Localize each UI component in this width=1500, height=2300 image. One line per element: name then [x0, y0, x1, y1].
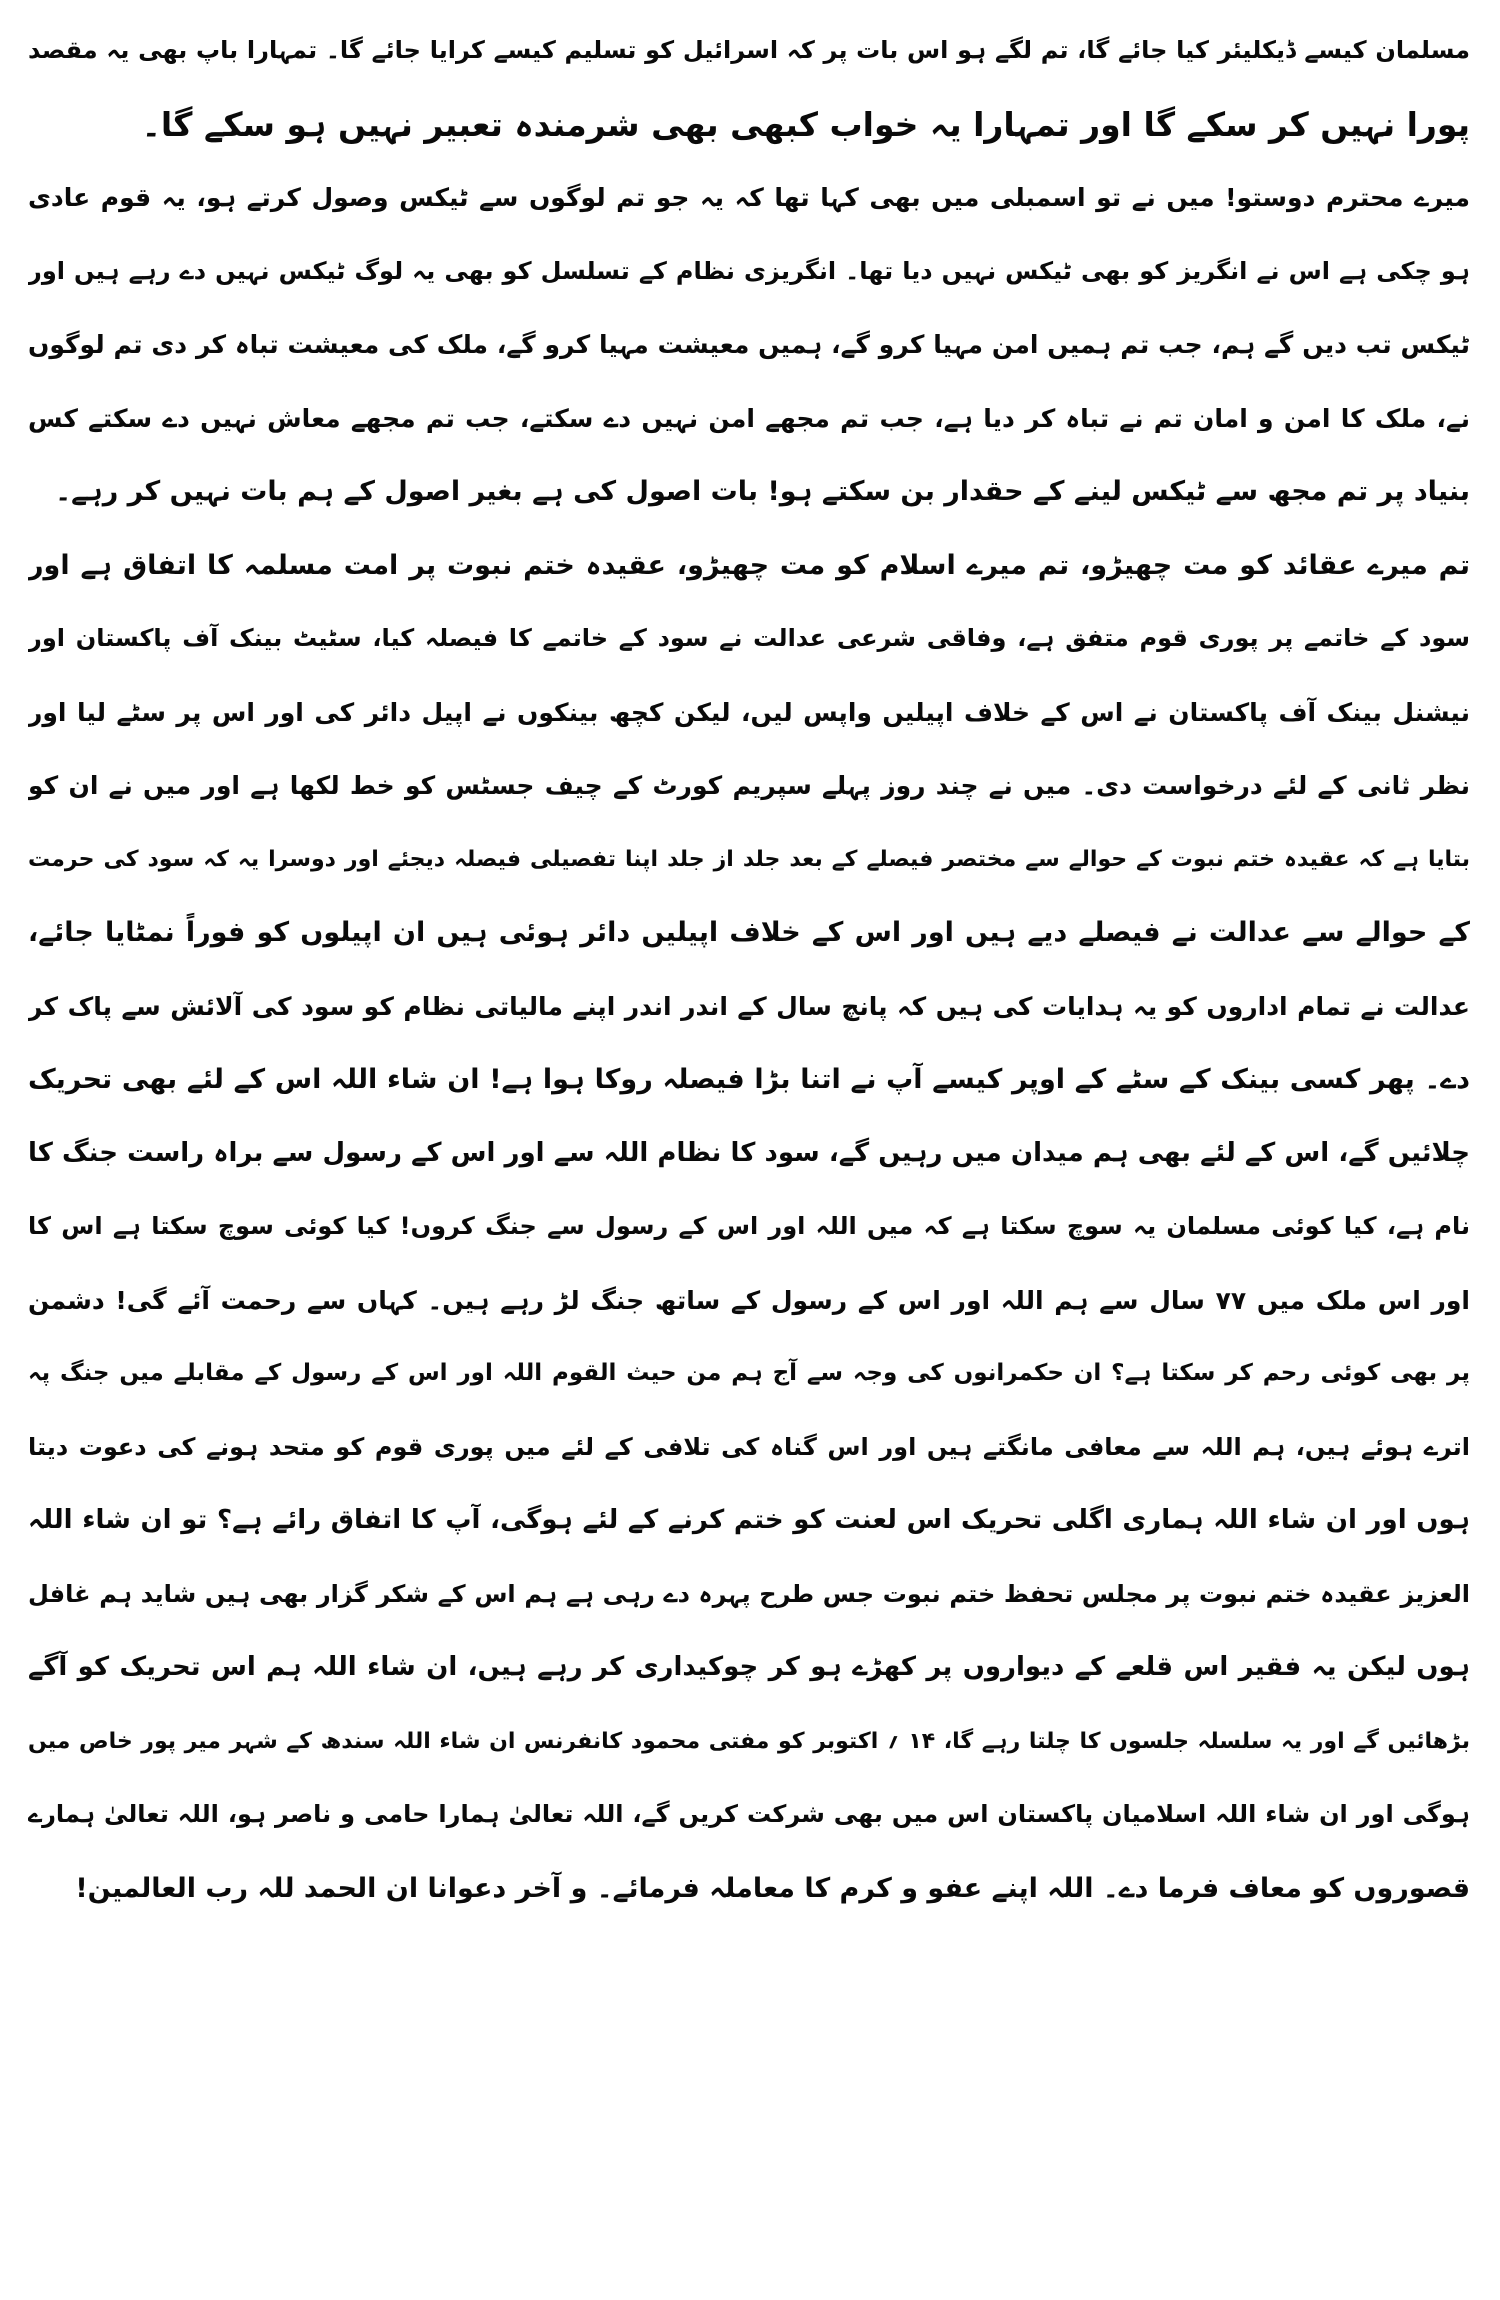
paragraph-3 — [28, 529, 1470, 1926]
text-line: مسلمان کیسے ڈیکلیئر کیا جائے گا، تم لگے ہو اس بات پر کہ اسرائیل کو تسلیم کیسے کرایا جائے گا۔ تمہارا باپ بھی یہ مقصد — [28, 36, 1470, 64]
text-line: سود کے خاتمے پر پوری قوم متفق ہے، وفاقی شرعی عدالت نے سود کے خاتمے کا فیصلہ کیا، سٹیٹ بینک آف پاکستان اور — [28, 624, 1470, 652]
text-line: تم میرے عقائد کو مت چھیڑو، تم میرے اسلام کو مت چھیڑو، عقیدہ ختم نبوت پر امت مسلمہ کا اتفاق ہے اور — [28, 549, 1470, 581]
text-line: عدالت نے تمام اداروں کو یہ ہدایات کی ہیں کہ پانچ سال کے اندر اندر اپنے مالیاتی نظام کو سود کی آلائش سے پاک کر — [28, 991, 1470, 1021]
text-line: پورا نہیں کر سکے گا اور تمہارا یہ خواب کبھی بھی شرمندہ تعبیر نہیں ہو سکے گا۔ — [141, 104, 1470, 144]
text-line: بنیاد پر تم مجھ سے ٹیکس لینے کے حقدار بن سکتے ہو! بات اصول کی ہے بغیر اصول کے ہم بات نہیں کر رہے۔ — [55, 476, 1470, 507]
text-line: نام ہے، کیا کوئی مسلمان یہ سوچ سکتا ہے کہ میں اللہ اور اس کے رسول سے جنگ کروں! کیا کوئی سوچ سکتا ہے اس کا — [28, 1212, 1470, 1240]
text-line: ہوگی اور ان شاء اللہ اسلامیان پاکستان اس میں بھی شرکت کریں گے، اللہ تعالیٰ ہمارا حامی و ناصر ہو، اللہ تعالیٰ ہمارے — [28, 1800, 1470, 1828]
text-line: کے حوالے سے عدالت نے فیصلے دیے ہیں اور اس کے خلاف اپیلیں دائر ہوئی ہیں ان اپیلوں کو فوراً نمٹایا جائے، — [28, 917, 1470, 948]
article-page — [28, 14, 1470, 2284]
text-line: پر بھی کوئی رحم کر سکتا ہے؟ ان حکمرانوں کی وجہ سے آج ہم من حیث القوم اللہ اور اس کے رسول کے مقابلے میں جنگ پہ — [28, 1360, 1470, 1386]
text-line: بڑھائیں گے اور یہ سلسلہ جلسوں کا چلتا رہے گا، ۱۴ ؍ اکتوبر کو مفتی محمود کانفرنس ان شاء اللہ سندھ کے شہر میر پور خاص میں — [28, 1728, 1470, 1754]
text-line: اترے ہوئے ہیں، ہم اللہ سے معافی مانگتے ہیں اور اس گناہ کی تلافی کے لئے میں پوری قوم کو متحد ہونے کی دعوت دیتا — [28, 1432, 1470, 1461]
text-line: نظر ثانی کے لئے درخواست دی۔ میں نے چند روز پہلے سپریم کورٹ کے چیف جسٹس کو خط لکھا ہے اور میں نے ان کو — [28, 771, 1470, 800]
text-line: دے۔ پھر کسی بینک کے سٹے کے اوپر کیسے آپ نے اتنا بڑا فیصلہ روکا ہوا ہے! ان شاء اللہ اس کے لئے بھی تحریک — [28, 1064, 1470, 1095]
text-line: قصوروں کو معاف فرما دے۔ اللہ اپنے عفو و کرم کا معاملہ فرمائے۔ و آخر دعوانا ان الحمد للہ رب العالمین! — [75, 1872, 1470, 1904]
text-line: ہو چکی ہے اس نے انگریز کو بھی ٹیکس نہیں دیا تھا۔ انگریزی نظام کے تسلسل کو بھی یہ لوگ ٹیکس نہیں دے رہے ہیں اور — [28, 256, 1470, 285]
paragraph-1 — [28, 14, 1470, 161]
text-line: نے، ملک کا امن و امان تم نے تباہ کر دیا ہے، جب تم مجھے امن نہیں دے سکتے، جب تم مجھے معاش نہیں دے سکتے کس — [28, 403, 1470, 433]
text-line: ہوں اور ان شاء اللہ ہماری اگلی تحریک اس لعنت کو ختم کرنے کے لئے ہوگی، آپ کا اتفاق رائے ہے؟ تو ان شاء اللہ — [28, 1505, 1470, 1535]
text-line: میرے محترم دوستو! میں نے تو اسمبلی میں بھی کہا تھا کہ یہ جو تم لوگوں سے ٹیکس وصول کرتے ہو، یہ قوم عادی — [28, 183, 1470, 212]
text-line: ٹیکس تب دیں گے ہم، جب تم ہمیں امن مہیا کرو گے، ہمیں معیشت مہیا کرو گے، ملک کی معیشت تباہ کر دی تم لوگوں — [28, 330, 1470, 359]
text-line: نیشنل بینک آف پاکستان نے اس کے خلاف اپیلیں واپس لیں، لیکن کچھ بینکوں نے اپیل دائر کی اور اس پر سٹے لیا اور — [28, 697, 1470, 727]
text-line: چلائیں گے، اس کے لئے بھی ہم میدان میں رہیں گے، سود کا نظام اللہ سے اور اس کے رسول سے براہ راست جنگ کا — [28, 1137, 1470, 1168]
text-line: اور اس ملک میں ۷۷ سال سے ہم اللہ اور اس کے رسول کے ساتھ جنگ لڑ رہے ہیں۔ کہاں سے رحمت آئے گی! دشمن — [28, 1285, 1470, 1315]
text-line: العزیز عقیدہ ختم نبوت پر مجلس تحفظ ختم نبوت جس طرح پہرہ دے رہی ہے ہم اس کے شکر گزار بھی ہیں شاید ہم غافل — [28, 1579, 1470, 1608]
text-line: ہوں لیکن یہ فقیر اس قلعے کے دیواروں پر کھڑے ہو کر چوکیداری کر رہے ہیں، ان شاء اللہ ہم اس تحریک کو آگے — [28, 1652, 1470, 1682]
text-line: بتایا ہے کہ عقیدہ ختم نبوت کے حوالے سے مختصر فیصلے کے بعد جلد از جلد اپنا تفصیلی فیصلہ دیجئے اور دوسرا یہ کہ سود کی حرمت — [28, 846, 1470, 872]
paragraph-2 — [28, 161, 1470, 529]
